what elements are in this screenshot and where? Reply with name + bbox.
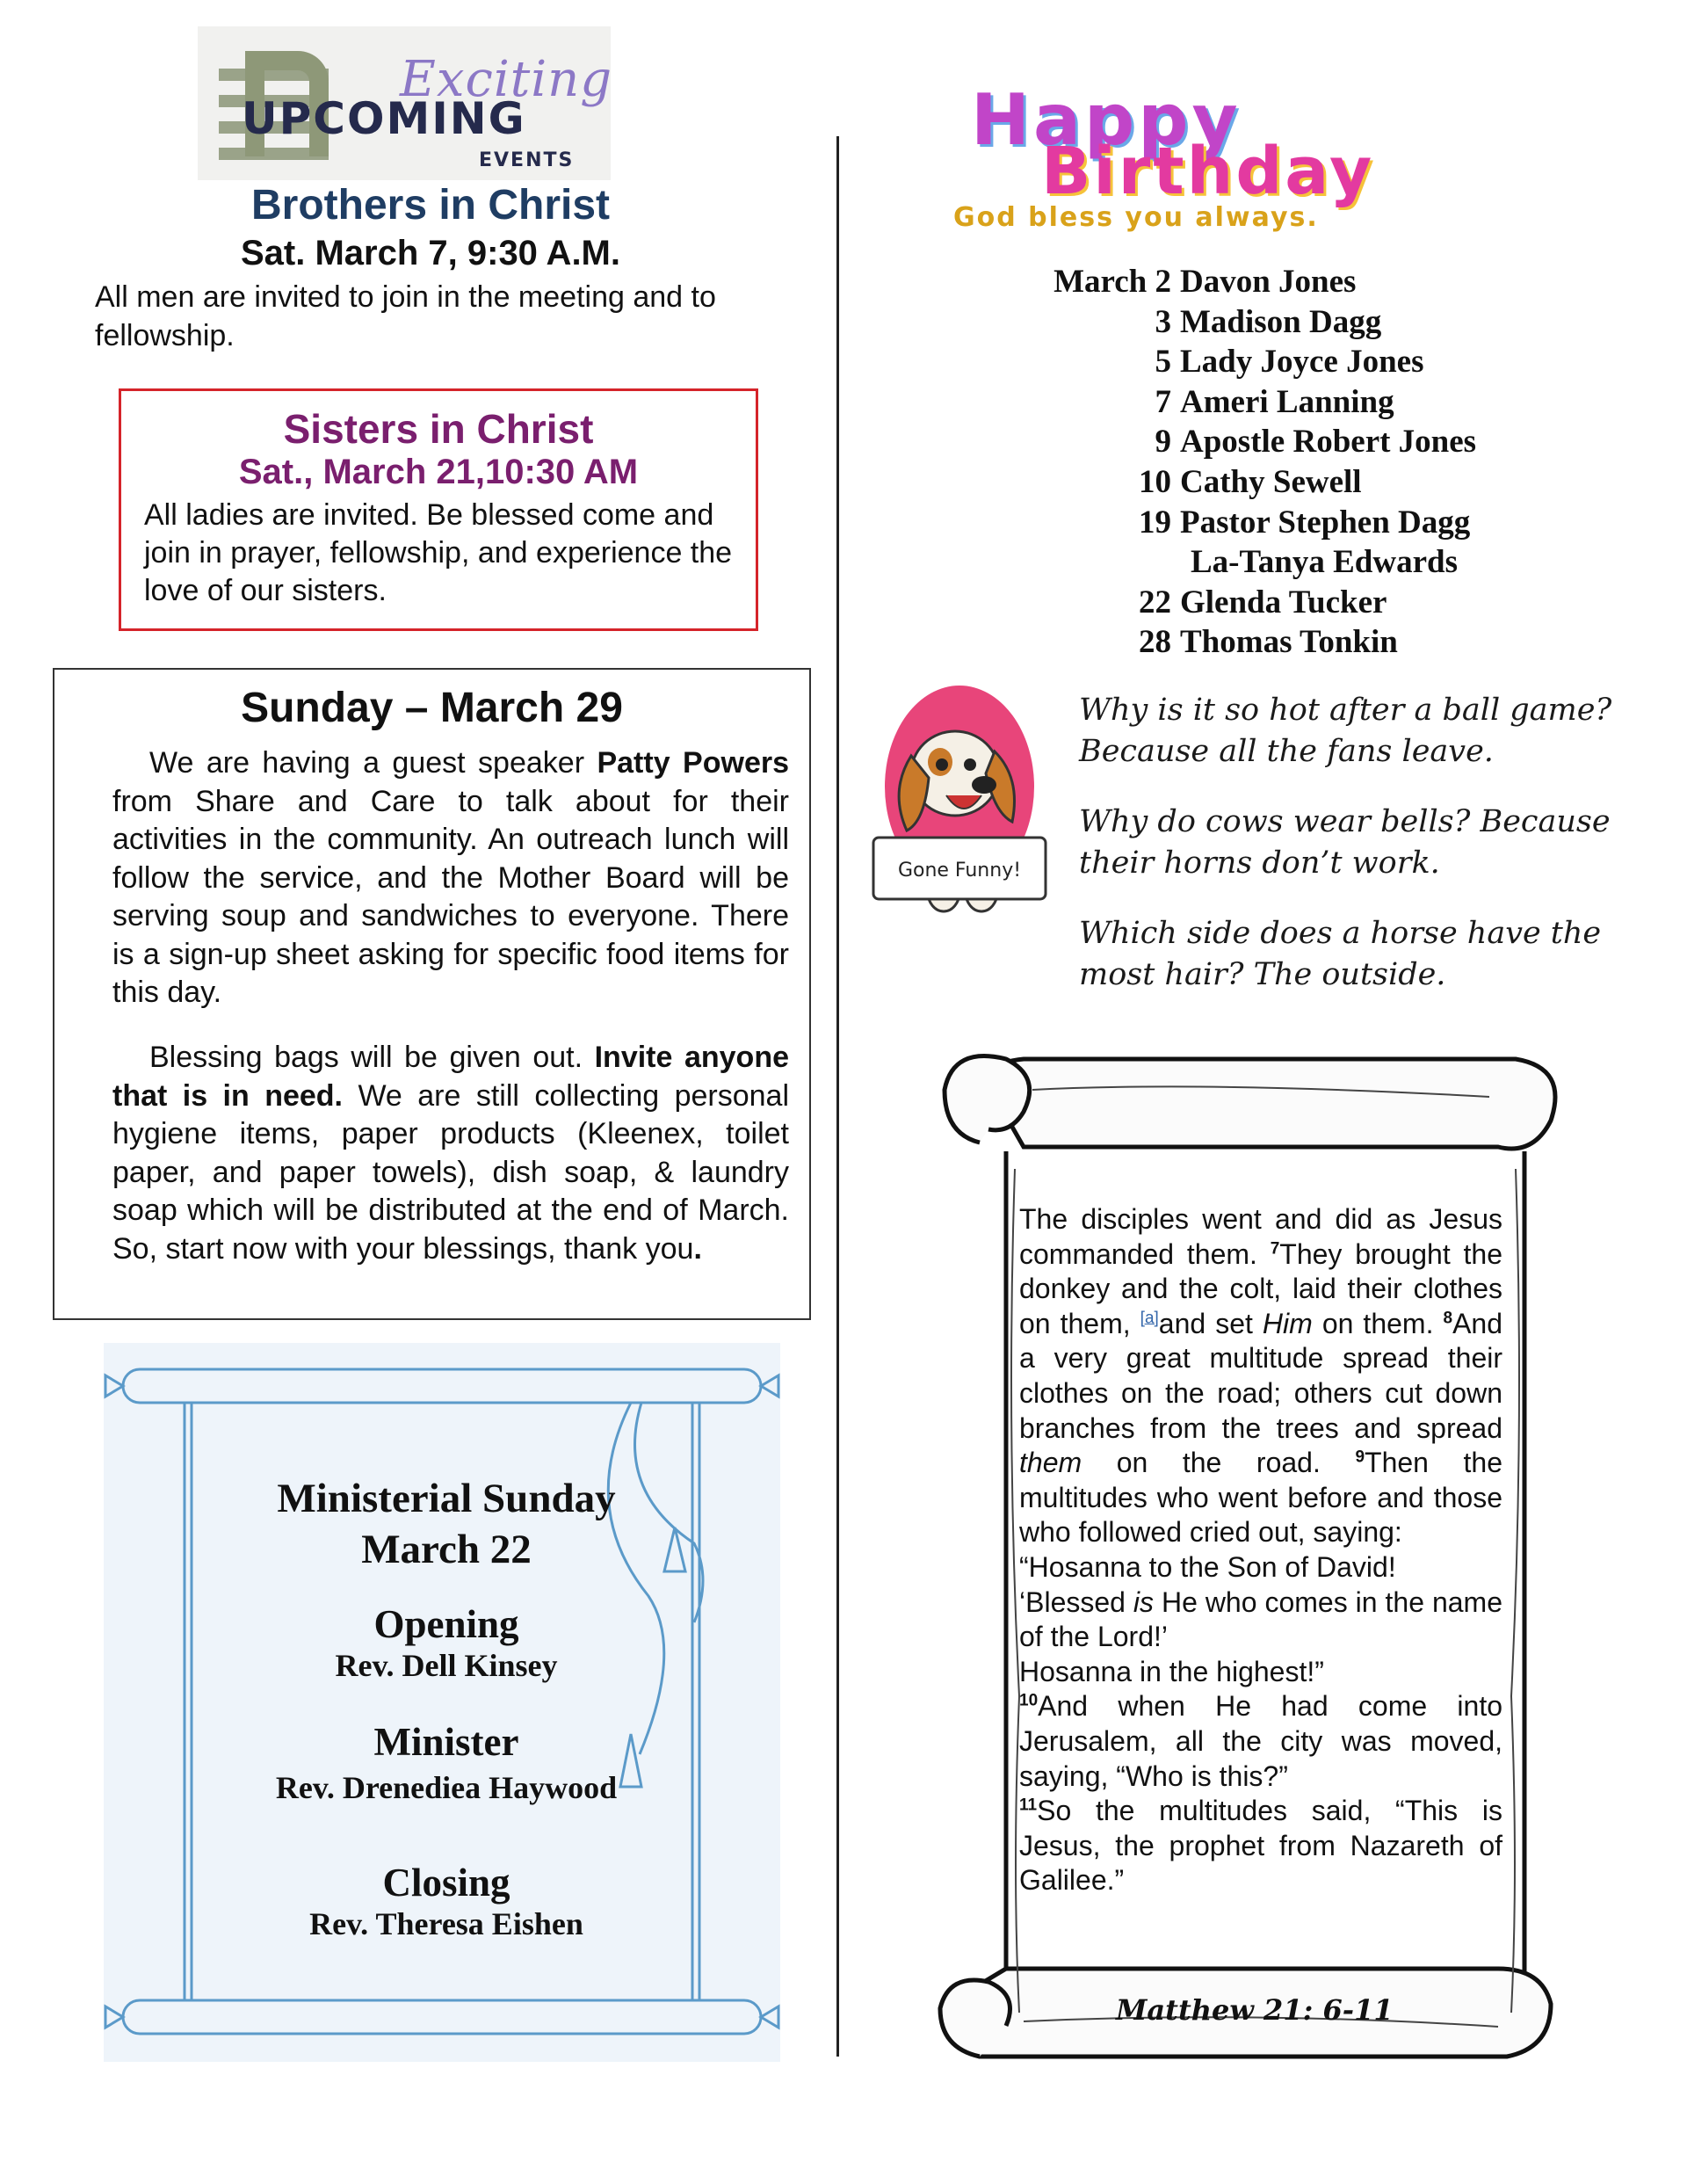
birthday-day: 7 (1155, 383, 1171, 420)
birthday-day: 19 (1139, 504, 1171, 541)
closing-label: Closing (382, 1861, 510, 1905)
scripture-text: The disciples went and did as Jesus commanded them. $^7$They brought the donkey and the colt, laid their clothes on them, [a]and set Him on them. $^8$And a very great multitude spread their clothes on the road; others cut down branches from the trees and spread them on the road. $^9$Then the multitudes who went before and those who followed cried out, saying: “Hosanna to the Son of David! ‘Blessed is He who comes in the name of the Lord!’ Hosanna in the highest!” $^{10}$And when He had come into Jerusalem, all the city was moved, saying, “Who is this?” $^{11}$So the multitudes said, “This is Jesus, the prophet from Nazareth of Galilee.” (1019, 1203, 1503, 1897)
logo-happy: Happy (971, 79, 1242, 161)
birthday-day: 10 (1139, 463, 1171, 500)
ministerial-scroll (104, 1343, 780, 2062)
sunday-paragraph-1: We are having a guest speaker Patty Powers from Share and Care to talk about for their activities in the community. An outreach lunch will follow the service, and the Mother Board will be serving soup and sandwiches to everyone. There is a sign-up sheet asking for specific food items for this day. (112, 746, 790, 1009)
column-divider (836, 136, 839, 2057)
sunday-paragraph-2: Blessing bags will be given out. Invite anyone that is in need. We are still collecting personal hygiene items, paper products (Kleenex, toilet paper, and paper towels), dish soap, & laundry soap which will be distributed at the end of March. So, start now with your blessings, thank you. (112, 1041, 789, 1266)
joke-2: Why do cows wear bells? Because their horns don’t work. (1079, 804, 1611, 881)
happy-birthday-logo (953, 79, 1516, 237)
birthday-day: 5 (1155, 344, 1171, 381)
birthday-name: Apostle Robert Jones (1180, 424, 1477, 461)
ministerial-title-1: Ministerial Sunday (277, 1476, 616, 1521)
footnote-a-link[interactable]: [a] (1140, 1309, 1159, 1328)
sisters-date: Sat., March 21,10:30 AM (238, 453, 639, 491)
dog-sign-text: Gone Funny! (897, 860, 1022, 882)
birthday-name: La-Tanya Edwards (1191, 544, 1458, 581)
birthday-name: Glenda Tucker (1180, 584, 1387, 620)
joke-3: Which side does a horse have the most hair? The outside. (1079, 916, 1602, 992)
logo-birthday: Birthday (1041, 134, 1375, 209)
birthday-name: Thomas Tonkin (1180, 624, 1398, 661)
joke-1: Why is it so hot after a ball game? Because all the fans leave. (1079, 693, 1612, 769)
brothers-text: All men are invited to join in the meeting and to fellowship. (95, 280, 716, 352)
sunday-title: Sunday – March 29 (241, 685, 623, 731)
jokes (1079, 690, 1633, 1025)
gone-funny-dog (872, 681, 1047, 936)
dog-icon (872, 681, 1047, 936)
minister-label: Minister (373, 1720, 519, 1764)
birthday-name: Pastor Stephen Dagg (1180, 504, 1471, 541)
birthday-day: 22 (1139, 584, 1171, 620)
logo-events: EVENTS (479, 149, 575, 171)
closing-name: Rev. Theresa Eishen (309, 1906, 583, 1941)
birthday-day: 9 (1155, 424, 1171, 461)
sisters-box (119, 388, 758, 631)
birthday-day: 3 (1155, 303, 1171, 340)
birthday-name: Davon Jones (1180, 264, 1357, 300)
upcoming-events-logo (198, 26, 611, 180)
logo-bless: God bless you always. (953, 202, 1319, 233)
scripture-reference: Matthew 21: 6-11 (1116, 1993, 1394, 2027)
sisters-title: Sisters in Christ (283, 406, 594, 452)
birthday-name: Madison Dagg (1180, 303, 1382, 340)
sunday-box (53, 668, 811, 1320)
blue-scroll-graphic (104, 1343, 780, 2062)
birthday-day: March 2 (1053, 264, 1171, 300)
logo-upcoming: UPCOMING (242, 93, 526, 144)
logo-exciting: Exciting (400, 51, 613, 108)
brothers-date: Sat. March 7, 9:30 A.M. (241, 234, 620, 272)
brothers-title: Brothers in Christ (250, 182, 611, 229)
birthday-name: Ameri Lanning (1180, 383, 1394, 420)
opening-name: Rev. Dell Kinsey (335, 1648, 558, 1683)
ministerial-title-2: March 22 (361, 1527, 532, 1572)
birthday-day: 28 (1139, 624, 1171, 661)
birthday-name: Lady Joyce Jones (1180, 344, 1424, 381)
opening-label: Opening (373, 1602, 519, 1646)
birthday-name: Cathy Sewell (1180, 463, 1362, 500)
sisters-text: All ladies are invited. Be blessed come and join in prayer, fellowship, and experience the love of our sisters. (144, 498, 733, 607)
minister-name: Rev. Drenediea Haywood (275, 1770, 618, 1805)
